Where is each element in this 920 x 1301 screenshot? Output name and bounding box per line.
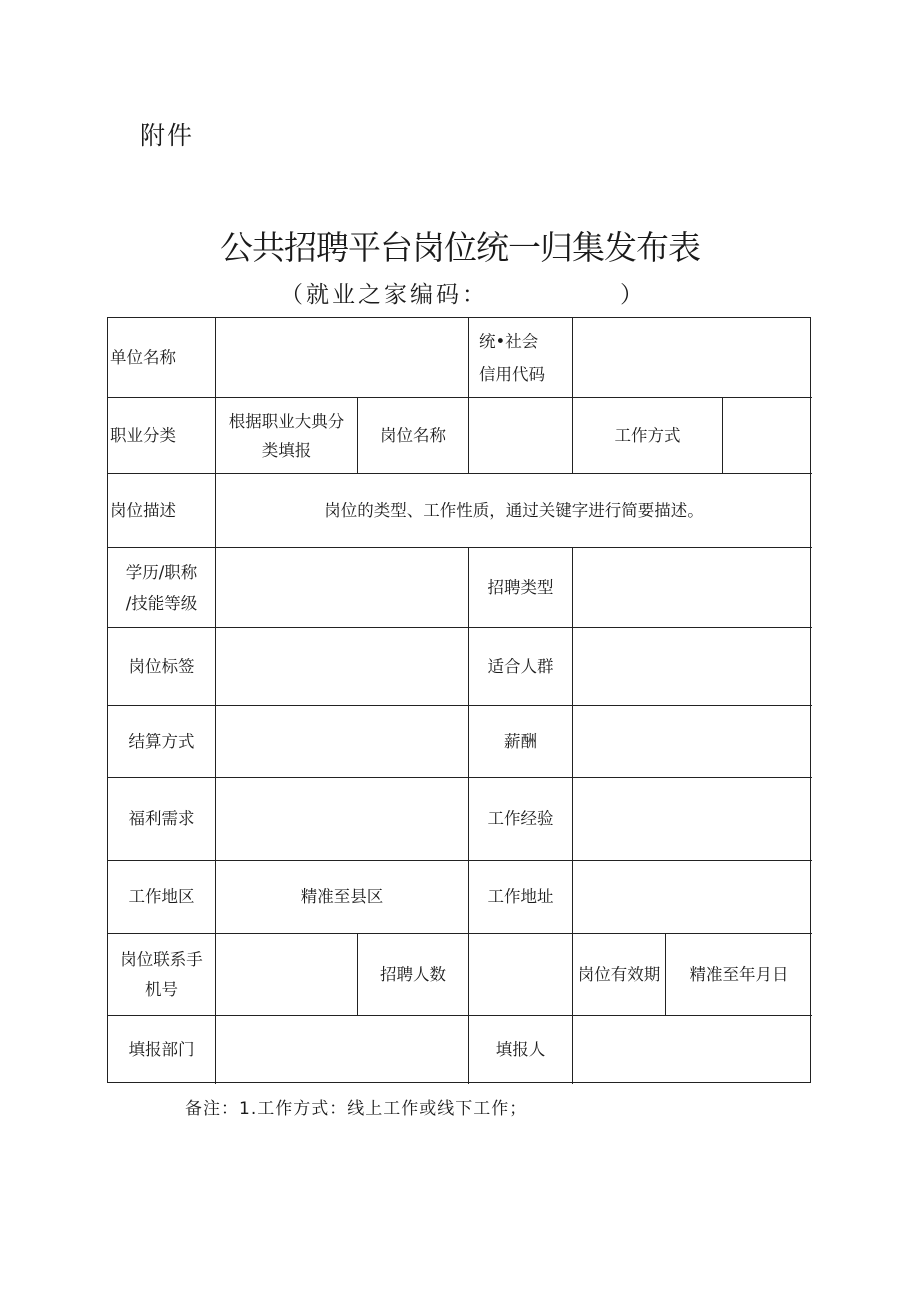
position-name-label: 岗位名称 — [380, 425, 446, 445]
work-region-label: 工作地区 — [128, 887, 195, 906]
target-group-field[interactable] — [573, 628, 812, 705]
position-description-field[interactable]: 岗位的类型、工作性质，通过关键字进行简要描述。 — [324, 500, 704, 520]
experience-field[interactable] — [573, 778, 812, 860]
salary-field[interactable] — [573, 706, 812, 777]
recruit-type-field[interactable] — [573, 548, 812, 627]
position-tags-label: 岗位标签 — [128, 656, 195, 676]
subtitle-suffix: ） — [620, 282, 646, 308]
job-posting-form — [107, 317, 811, 1083]
salary-label: 薪酬 — [504, 731, 537, 751]
unit-name-label: 单位名称 — [110, 347, 176, 367]
filler-field[interactable] — [573, 1016, 812, 1084]
experience-label: 工作经验 — [487, 809, 554, 828]
attachment-label: 附件 — [140, 121, 195, 150]
credit-code-field[interactable] — [573, 318, 812, 397]
credit-code-label: 统•社会 信用代码 — [479, 331, 545, 384]
settlement-field[interactable] — [216, 706, 468, 777]
work-mode-field[interactable] — [723, 398, 812, 473]
benefits-label: 福利需求 — [128, 809, 195, 828]
benefits-field[interactable] — [216, 778, 468, 860]
fill-department-field[interactable] — [216, 1016, 468, 1084]
education-field[interactable] — [216, 548, 468, 627]
subtitle — [280, 276, 646, 309]
contact-phone-field[interactable] — [216, 934, 357, 1015]
work-address-field[interactable] — [573, 861, 812, 933]
recruit-type-label: 招聘类型 — [487, 577, 554, 597]
contact-phone-label: 岗位联系手 机号 — [120, 949, 203, 999]
work-region-field[interactable]: 精准至县区 — [300, 887, 384, 906]
work-address-label: 工作地址 — [487, 887, 554, 906]
position-description-label: 岗位描述 — [110, 500, 176, 520]
fill-department-label: 填报部门 — [128, 1040, 195, 1059]
subtitle-prefix: （就业之家编码： — [280, 282, 488, 308]
target-group-label: 适合人群 — [487, 656, 554, 676]
work-mode-label: 工作方式 — [614, 425, 681, 445]
position-name-field[interactable] — [469, 398, 572, 473]
education-label: 学历/职称 /技能等级 — [125, 562, 198, 613]
page-title: 公共招聘平台岗位统一归集发布表 — [220, 228, 700, 267]
unit-name-field[interactable] — [216, 318, 468, 397]
occupation-category-label: 职业分类 — [110, 425, 176, 445]
recruit-count-label: 招聘人数 — [380, 964, 446, 984]
recruit-count-field[interactable] — [469, 934, 572, 1015]
remark-note: 备注：1.工作方式：线上工作或线下工作； — [185, 1099, 528, 1119]
occupation-category-hint[interactable]: 根据职业大典分 类填报 — [228, 411, 345, 460]
settlement-label: 结算方式 — [128, 731, 195, 751]
validity-field[interactable]: 精准至年月日 — [689, 964, 789, 984]
validity-label: 岗位有效期 — [577, 964, 661, 984]
filler-label: 填报人 — [495, 1040, 546, 1059]
position-tags-field[interactable] — [216, 628, 468, 705]
